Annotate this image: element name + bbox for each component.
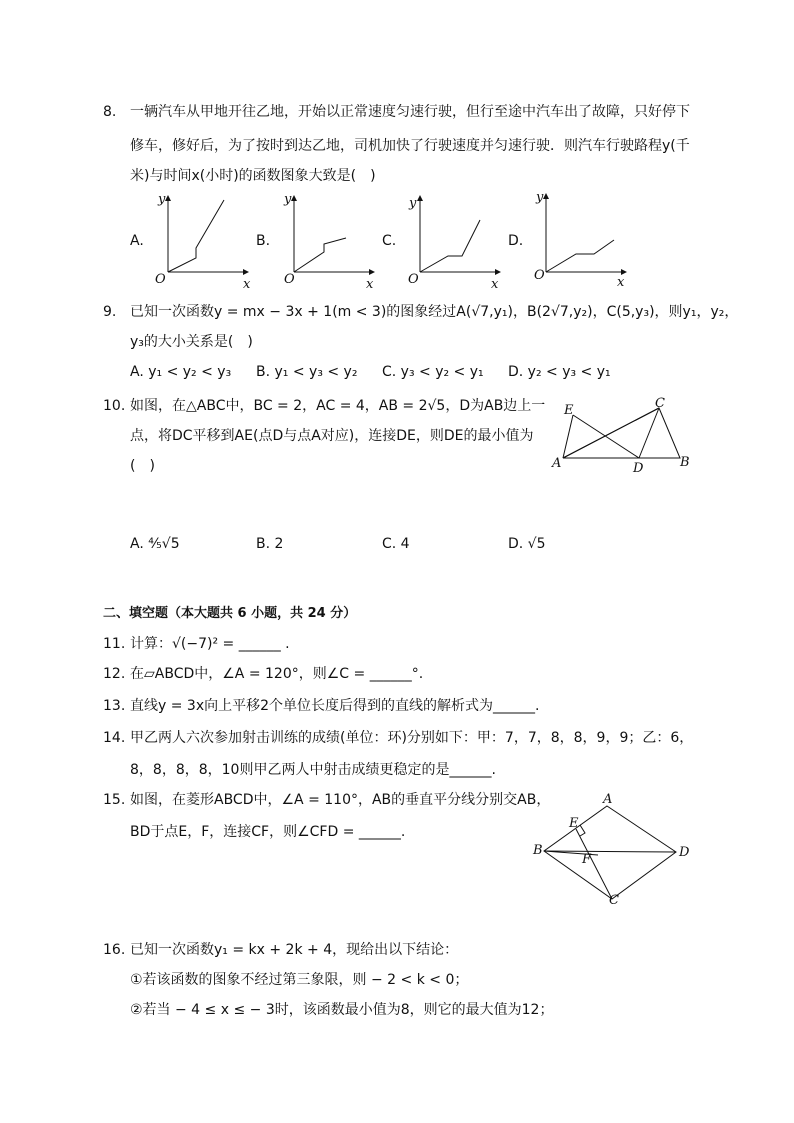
section-2-heading: 二、填空题（本大题共 6 小题，共 24 分） [103, 606, 357, 621]
q15-label-c: C [609, 893, 619, 908]
q10-option-c: C. 4 [382, 536, 410, 552]
q15-label-a: A [603, 792, 613, 807]
q8-a-origin: O [155, 272, 166, 287]
q8-option-a-label: A. [130, 233, 144, 249]
q16-line-1: 已知一次函数y₁ = kx + 2k + 4，现给出以下结论： [130, 942, 459, 958]
q9-option-c: C. y₃ < y₂ < y₁ [382, 364, 484, 380]
q9-option-a: A. y₁ < y₂ < y₃ [130, 364, 232, 380]
q8-c-x-label: x [491, 277, 499, 292]
q8-b-x-label: x [366, 277, 374, 292]
q10-label-d: D [633, 461, 644, 476]
q11-text: 计算：√(−7)² = ______ . [130, 636, 290, 652]
q16-number: 16. [103, 942, 126, 958]
q10-option-b: B. 2 [256, 536, 284, 552]
q16-line-3: ②若当 − 4 ≤ x ≤ − 3时，该函数最小值为8，则它的最大值为12； [130, 1002, 554, 1018]
q12-number: 12. [103, 666, 126, 682]
q9-option-d: D. y₂ < y₃ < y₁ [508, 364, 611, 380]
q15-line-2: BD于点E，F，连接CF，则∠CFD = ______. [130, 824, 406, 840]
q15-label-e: E [569, 816, 579, 831]
q8-line-1: 一辆汽车从甲地开往乙地，开始以正常速度匀速行驶，但行至途中汽车出了故障，只好停下 [130, 104, 690, 120]
q8-number: 8. [103, 104, 117, 120]
q11-number: 11. [103, 636, 126, 652]
q10-option-a: A. ⁴⁄₅√5 [130, 536, 180, 552]
q8-option-c-label: C. [382, 233, 397, 249]
q8-b-y-label: y [284, 192, 292, 207]
q15-label-d: D [679, 845, 690, 860]
q8-option-b-label: B. [256, 233, 271, 249]
q8-line-2: 修车，修好后，为了按时到达乙地，司机加快了行驶速度并匀速行驶．则汽车行驶路程y(千 [130, 138, 690, 154]
q8-d-x-label: x [617, 275, 625, 290]
q10-number: 10. [103, 398, 126, 414]
q9-line-1: 已知一次函数y = mx − 3x + 1(m < 3)的图象经过A(√7,y₁)，B(2√7,y₂)，C(5,y₃)，则y₁，y₂， [130, 304, 739, 320]
q10-label-a: A [552, 456, 562, 471]
q9-option-b: B. y₁ < y₃ < y₂ [256, 364, 358, 380]
q8-d-y-label: y [536, 190, 544, 205]
q9-number: 9. [103, 304, 117, 320]
q8-d-origin: O [534, 268, 545, 283]
q10-line-1: 如图，在△ABC中，BC = 2，AC = 4，AB = 2√5，D为AB边上一 [130, 398, 546, 414]
q9-line-2: y₃的大小关系是( ) [130, 334, 253, 350]
q15-label-f: F [582, 852, 592, 867]
q14-line-2: 8，8，8，8，10则甲乙两人中射击成绩更稳定的是______. [130, 762, 496, 778]
q12-text: 在▱ABCD中，∠A = 120°，则∠C = ______°. [130, 666, 424, 682]
q8-line-3: 米)与时间x(小时)的函数图象大致是( ) [130, 168, 376, 184]
q8-c-origin: O [408, 272, 419, 287]
q14-line-1: 甲乙两人六次参加射击训练的成绩(单位：环)分别如下：甲：7，7，8，8，9，9；乙：6， [130, 730, 694, 746]
q10-label-c: C [655, 396, 665, 411]
q16-line-2: ①若该函数的图象不经过第三象限，则 − 2 < k < 0； [130, 972, 469, 988]
q8-c-y-label: y [409, 196, 417, 211]
q15-label-b: B [533, 843, 543, 858]
q13-number: 13. [103, 698, 126, 714]
q8-a-y-label: y [158, 192, 166, 207]
q10-option-d: D. √5 [508, 536, 546, 552]
q8-option-d-label: D. [508, 233, 524, 249]
q13-text: 直线y = 3x向上平移2个单位长度后得到的直线的解析式为______. [130, 698, 540, 714]
q10-label-b: B [680, 455, 690, 470]
q15-number: 15. [103, 792, 126, 808]
q10-label-e: E [564, 403, 574, 418]
q10-line-3: ( ) [130, 458, 155, 474]
q14-number: 14. [103, 730, 126, 746]
q8-a-x-label: x [243, 277, 251, 292]
q8-b-origin: O [284, 272, 295, 287]
q15-line-1: 如图，在菱形ABCD中，∠A = 110°，AB的垂直平分线分别交AB， [130, 792, 551, 808]
q10-line-2: 点，将DC平移到AE(点D与点A对应)，连接DE，则DE的最小值为 [130, 428, 534, 444]
